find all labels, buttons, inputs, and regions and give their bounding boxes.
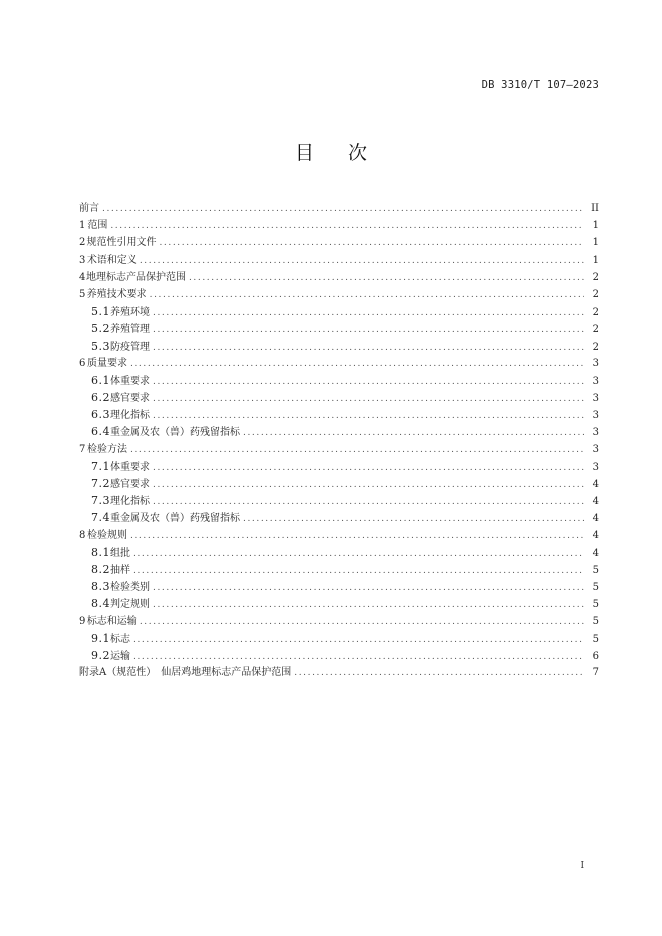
toc-leader-dots — [243, 425, 584, 440]
toc-entry-number: 4 — [79, 271, 86, 283]
toc-entry-page: 2 — [592, 288, 599, 300]
toc-entry-page: 1 — [592, 220, 599, 232]
toc-leader-dots — [153, 374, 584, 389]
toc-leader-dots — [133, 649, 584, 664]
toc-entry[interactable] — [79, 475, 599, 492]
toc-entry-number: 9.2 — [91, 648, 110, 662]
toc-leader-dots — [110, 218, 584, 234]
toc-leader-dots — [102, 201, 584, 217]
toc-leader-dots — [153, 340, 584, 355]
toc-leader-dots — [153, 477, 584, 492]
toc-entry-page: 6 — [592, 650, 599, 662]
toc-entry-number: 7.1 — [91, 459, 110, 473]
toc-entry-page: 2 — [592, 341, 599, 353]
toc-entry[interactable] — [79, 423, 599, 440]
toc-entry[interactable] — [79, 320, 599, 337]
toc-entry-number: 6 — [79, 357, 86, 369]
toc-entry-number: 8.4 — [91, 597, 110, 611]
toc-entry-label: 抽样 — [110, 564, 130, 576]
toc-entry-number: 7.4 — [91, 511, 110, 525]
toc-entry[interactable] — [79, 561, 599, 578]
toc-leader-dots — [130, 356, 584, 372]
toc-entry-page: 3 — [592, 375, 599, 387]
toc-entry-number: 5.2 — [91, 322, 110, 336]
toc-entry-page: 3 — [592, 357, 599, 369]
toc-entry[interactable] — [79, 286, 599, 303]
toc-entry-page: 1 — [592, 237, 599, 249]
footer-page-number: I — [580, 861, 584, 871]
toc-leader-dots — [153, 494, 584, 509]
toc-leader-dots — [150, 287, 584, 303]
toc-entry[interactable] — [79, 492, 599, 509]
toc-entry-label: 重金属及农（兽）药残留指标 — [110, 427, 240, 439]
toc-entry-page: 2 — [592, 307, 599, 319]
toc-entry-label: 地理标志产品保护范围 — [85, 271, 186, 283]
toc-entry-number: 9 — [79, 615, 86, 627]
toc-entry-label: 理化指标 — [110, 496, 150, 508]
toc-entry-number: 1 — [79, 220, 86, 232]
toc-entry-number: 6.1 — [91, 373, 110, 387]
toc-entry-label: 附录A（规范性） 仙居鸡地理标志产品保护范围 — [79, 667, 292, 679]
toc-entry[interactable] — [79, 664, 599, 681]
toc-leader-dots — [243, 511, 584, 526]
toc-entry[interactable] — [79, 630, 599, 647]
document-code: DB 3310/T 107—2023 — [481, 79, 599, 91]
toc-entry[interactable] — [79, 234, 599, 251]
toc-entry-label: 质量要求 — [86, 357, 127, 369]
toc-entry-number: 6.4 — [91, 425, 110, 439]
toc-entry-page: 5 — [592, 582, 599, 594]
toc-entry-label: 判定规则 — [110, 599, 150, 611]
toc-leader-dots — [153, 391, 584, 406]
toc-entry[interactable] — [79, 269, 599, 286]
toc-entry-number: 5.3 — [91, 339, 110, 353]
toc-entry-page: 2 — [592, 324, 599, 336]
toc-entry[interactable] — [79, 595, 599, 612]
toc-leader-dots — [153, 322, 584, 337]
toc-entry-number: 8 — [79, 529, 86, 541]
toc-entry-number: 8.3 — [91, 580, 110, 594]
toc-entry-label: 检验规则 — [86, 529, 127, 541]
toc-entry[interactable] — [79, 338, 599, 355]
toc-entry[interactable] — [79, 458, 599, 475]
toc-entry[interactable] — [79, 613, 599, 630]
toc-entry[interactable] — [79, 252, 599, 269]
toc-entry-page: 4 — [592, 513, 599, 525]
toc-entry-label: 检验类别 — [110, 582, 150, 594]
toc-entry-label: 检验方法 — [86, 443, 127, 455]
toc-leader-dots — [130, 528, 584, 544]
toc-entry-page: 5 — [592, 615, 599, 627]
toc-entry-label: 防疫管理 — [110, 341, 150, 353]
toc-entry-number: 8.2 — [91, 562, 110, 576]
toc-entry-label: 范围 — [87, 220, 108, 232]
toc-entry[interactable] — [79, 200, 599, 217]
toc-entry-page: 3 — [592, 393, 599, 405]
toc-entry[interactable] — [79, 527, 599, 544]
toc-entry-page: II — [591, 203, 599, 214]
toc-entry-page: 5 — [592, 564, 599, 576]
toc-entry-number: 2 — [79, 237, 86, 249]
toc-entry-page: 4 — [592, 529, 599, 541]
table-of-contents — [79, 200, 599, 681]
toc-leader-dots — [130, 442, 584, 458]
toc-entry[interactable] — [79, 389, 599, 406]
toc-entry-label: 养殖技术要求 — [86, 288, 147, 300]
toc-entry-label: 养殖环境 — [110, 307, 150, 319]
toc-entry[interactable] — [79, 441, 599, 458]
toc-entry-page: 1 — [592, 254, 599, 266]
toc-entry[interactable] — [79, 217, 599, 234]
toc-entry-page: 3 — [592, 443, 599, 455]
toc-entry-label: 运输 — [110, 650, 130, 662]
toc-entry-page: 7 — [592, 667, 599, 679]
toc-leader-dots — [133, 632, 584, 647]
toc-leader-dots — [133, 563, 584, 578]
toc-entry-number: 3 — [79, 254, 86, 266]
toc-entry-label: 术语和定义 — [86, 254, 137, 266]
toc-entry-page: 4 — [592, 479, 599, 490]
toc-entry-page: 5 — [592, 633, 599, 645]
toc-entry-label: 理化指标 — [110, 410, 150, 422]
toc-entry-label: 感官要求 — [110, 393, 150, 405]
toc-entry-label: 体重要求 — [110, 461, 150, 473]
toc-entry-number: 6.3 — [91, 408, 110, 422]
toc-leader-dots — [153, 408, 584, 423]
toc-leader-dots — [153, 580, 584, 595]
toc-leader-dots — [294, 665, 584, 681]
toc-entry-page: 2 — [592, 271, 599, 283]
toc-entry-number: 8.1 — [91, 545, 110, 559]
toc-entry-label: 养殖管理 — [110, 324, 150, 336]
toc-entry-page: 3 — [592, 410, 599, 422]
toc-entry-number: 5 — [79, 288, 86, 300]
toc-entry-number: 5.1 — [91, 305, 110, 319]
toc-entry[interactable] — [79, 372, 599, 389]
toc-leader-dots — [153, 305, 584, 320]
toc-entry[interactable] — [79, 355, 599, 372]
toc-entry[interactable] — [79, 406, 599, 423]
toc-entry-label: 标志和运输 — [86, 615, 137, 627]
toc-leader-dots — [189, 270, 584, 286]
toc-leader-dots — [153, 460, 584, 475]
toc-entry-number: 7 — [79, 443, 86, 455]
toc-entry-label: 重金属及农（兽）药残留指标 — [110, 513, 240, 525]
toc-entry[interactable] — [79, 509, 599, 526]
toc-entry[interactable] — [79, 647, 599, 664]
toc-entry-label: 感官要求 — [110, 479, 150, 490]
toc-entry[interactable] — [79, 578, 599, 595]
toc-leader-dots — [140, 614, 584, 630]
toc-entry-page: 5 — [592, 599, 599, 611]
toc-entry-number: 6.2 — [91, 391, 110, 405]
toc-entry-number: 7.2 — [91, 477, 110, 490]
toc-entry-label: 体重要求 — [110, 375, 150, 387]
toc-entry-page: 4 — [592, 547, 599, 559]
toc-entry-number: 9.1 — [91, 631, 110, 645]
toc-entry-page: 3 — [592, 427, 599, 439]
toc-leader-dots — [159, 235, 584, 251]
toc-entry[interactable] — [79, 544, 599, 561]
toc-leader-dots — [153, 597, 584, 612]
toc-entry[interactable] — [79, 303, 599, 320]
toc-entry-number: 7.3 — [91, 494, 110, 508]
page-title: 目 次 — [294, 142, 382, 164]
toc-leader-dots — [140, 253, 584, 269]
toc-entry-page: 3 — [592, 461, 599, 473]
toc-entry-label: 规范性引用文件 — [86, 237, 157, 249]
toc-entry-label: 前言 — [79, 203, 99, 214]
toc-leader-dots — [133, 546, 584, 561]
toc-entry-label: 组批 — [110, 547, 130, 559]
toc-entry-label: 标志 — [110, 633, 130, 645]
toc-entry-page: 4 — [592, 496, 599, 508]
